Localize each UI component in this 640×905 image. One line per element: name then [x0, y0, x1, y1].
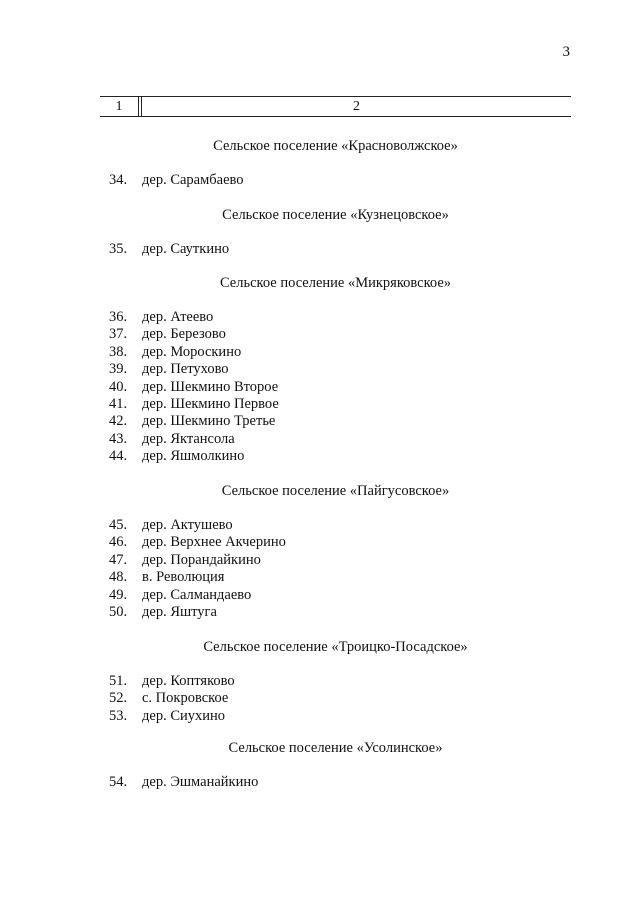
list-item — [100, 326, 571, 343]
section-title: Сельское поселение «Троицко-Посадское» — [203, 639, 468, 655]
settlement-section — [100, 205, 571, 258]
list-item — [100, 172, 571, 189]
item-number: 52. — [109, 690, 128, 707]
village-name: дер. Сауткино — [142, 241, 230, 257]
village-name: дер. Актушево — [142, 517, 233, 533]
table-header — [100, 96, 571, 117]
item-number: 35. — [109, 241, 128, 257]
item-number: 47. — [109, 551, 128, 568]
list-item — [100, 569, 571, 586]
item-number: 54. — [109, 774, 128, 790]
settlement-section — [100, 637, 571, 725]
list-item — [100, 361, 571, 378]
settlement-section — [100, 738, 571, 791]
village-name: дер. Яштуга — [142, 603, 217, 620]
village-name: дер. Яктансола — [142, 430, 235, 447]
item-number: 50. — [109, 603, 128, 620]
list-item — [100, 587, 571, 604]
page-number: 3 — [562, 44, 570, 60]
settlement-section — [100, 136, 571, 189]
list-item — [100, 604, 571, 621]
village-name: дер. Петухово — [142, 361, 229, 378]
item-number: 42. — [109, 413, 128, 430]
village-name: в. Революция — [142, 569, 225, 586]
item-number: 34. — [109, 172, 128, 188]
item-number: 36. — [109, 309, 128, 325]
village-name: дер. Атеево — [142, 309, 214, 325]
section-title: Сельское поселение «Красноволжское» — [213, 138, 458, 154]
settlement-section — [100, 273, 571, 466]
village-list — [100, 517, 571, 621]
item-number: 44. — [109, 448, 128, 465]
list-item — [100, 690, 571, 707]
village-list — [100, 172, 571, 189]
village-list — [100, 774, 571, 791]
table-header-col-1: 1 — [100, 97, 139, 116]
list-item — [100, 241, 571, 258]
village-list — [100, 309, 571, 466]
item-number: 49. — [109, 586, 128, 603]
village-name: дер. Сарамбаево — [142, 172, 244, 188]
village-name: с. Покровское — [142, 690, 229, 707]
item-number: 38. — [109, 343, 128, 360]
village-name: дер. Эшманайкино — [142, 774, 259, 790]
list-item — [100, 517, 571, 534]
village-name: дер. Коптяково — [142, 673, 235, 689]
list-item — [100, 413, 571, 430]
village-list — [100, 241, 571, 258]
item-number: 41. — [109, 395, 128, 412]
section-title: Сельское поселение «Пайгусовское» — [221, 483, 450, 499]
village-name: дер. Яшмолкино — [142, 448, 245, 465]
village-list — [100, 673, 571, 725]
village-name: дер. Верхнее Акчерино — [142, 534, 286, 551]
list-item — [100, 708, 571, 725]
item-number: 46. — [109, 534, 128, 551]
village-name: дер. Сиухино — [142, 707, 226, 724]
village-name: дер. Шекмино Первое — [142, 395, 279, 412]
settlement-section — [100, 481, 571, 621]
table-header-col-2: 2 — [353, 99, 360, 114]
item-number: 48. — [109, 569, 128, 586]
list-item — [100, 774, 571, 791]
village-name: дер. Шекмино Третье — [142, 413, 276, 430]
list-item — [100, 534, 571, 551]
item-number: 37. — [109, 326, 128, 343]
list-item — [100, 673, 571, 690]
list-item — [100, 379, 571, 396]
section-title: Сельское поселение «Кузнецовское» — [222, 207, 449, 223]
village-name: дер. Березово — [142, 326, 226, 343]
section-title: Сельское поселение «Микряковское» — [219, 275, 452, 291]
list-item — [100, 431, 571, 448]
village-name: дер. Мороскино — [142, 343, 242, 360]
list-item — [100, 344, 571, 361]
village-name: дер. Порандайкино — [142, 551, 261, 568]
item-number: 43. — [109, 430, 128, 447]
item-number: 39. — [109, 361, 128, 378]
item-number: 51. — [109, 673, 128, 689]
item-number: 40. — [109, 378, 128, 395]
list-item — [100, 552, 571, 569]
list-item — [100, 396, 571, 413]
village-name: дер. Салмандаево — [142, 586, 252, 603]
list-item — [100, 448, 571, 465]
village-name: дер. Шекмино Второе — [142, 378, 279, 395]
section-title: Сельское поселение «Усолинское» — [228, 740, 443, 756]
item-number: 45. — [109, 517, 128, 533]
item-number: 53. — [109, 707, 128, 724]
list-item — [100, 309, 571, 326]
